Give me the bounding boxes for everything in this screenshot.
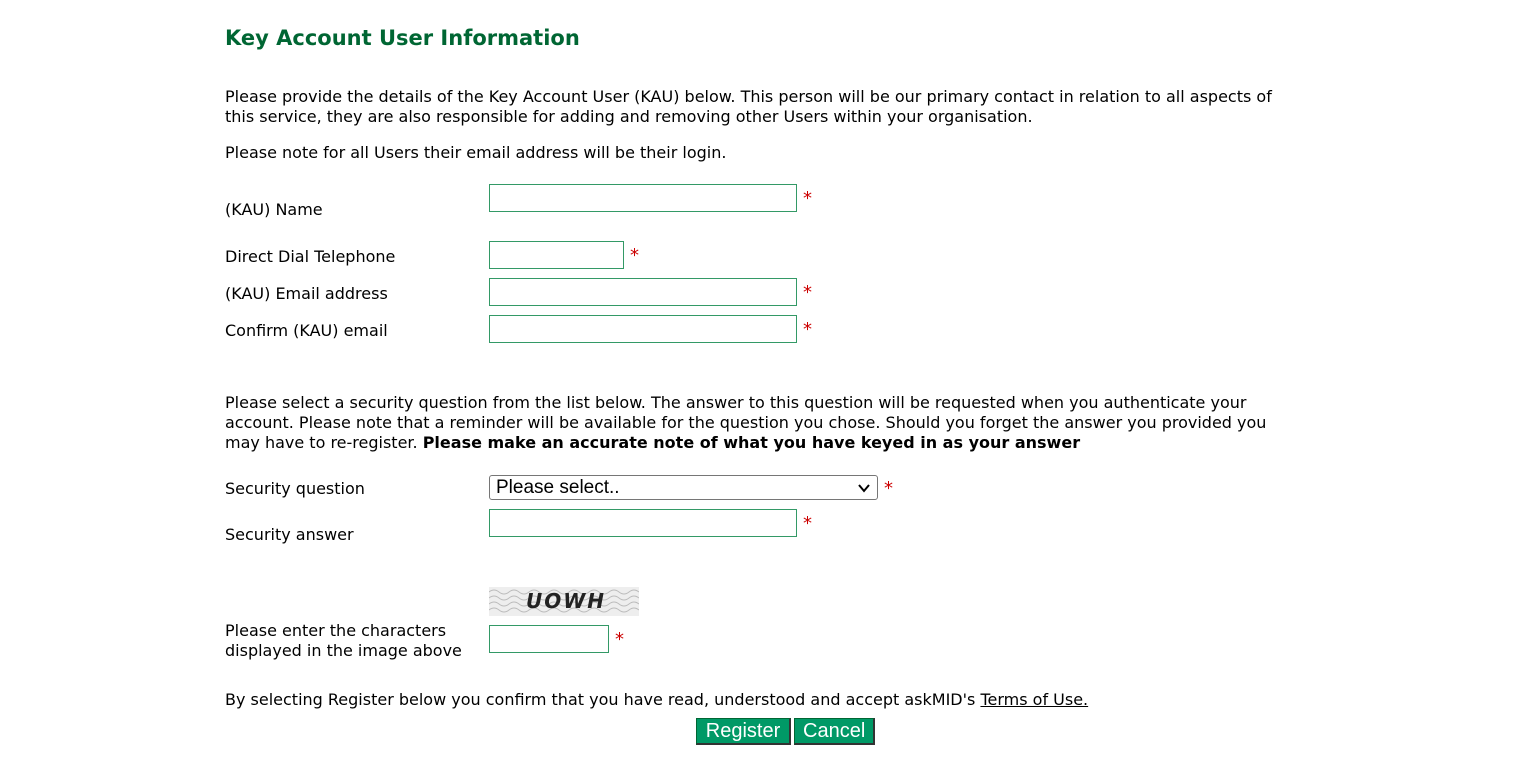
security-question-label: Security question [225,479,365,498]
confirm-email-input[interactable] [489,315,797,343]
telephone-input[interactable] [489,241,624,269]
security-question-select[interactable] [489,475,878,500]
required-marker: * [803,319,812,340]
cancel-button[interactable]: Cancel [794,718,875,745]
chevron-down-icon [857,481,871,495]
login-note: Please note for all Users their email address will be their login. [225,143,727,162]
terms-of-use-link[interactable]: Terms of Use. [980,690,1089,709]
confirm-email-label: Confirm (KAU) email [225,321,388,340]
captcha-label-line2: displayed in the image above [225,641,462,660]
required-marker: * [630,245,639,266]
terms-statement [225,690,1088,710]
required-marker: * [803,188,812,209]
captcha-input[interactable] [489,625,609,653]
email-label: (KAU) Email address [225,284,388,303]
captcha-label-line1: Please enter the characters [225,621,447,640]
security-answer-input[interactable] [489,509,797,537]
required-marker: * [615,629,624,650]
kau-name-label: (KAU) Name [225,200,323,219]
required-marker: * [803,513,812,534]
intro-paragraph: Please provide the details of the Key Account User (KAU) below. This person will be our primary contact in relation to all aspects of this service, they are also responsible for adding and removing other Users within your organisation. [225,87,1272,126]
required-marker: * [803,282,812,303]
captcha-text: UOWH [526,589,607,613]
captcha-image [489,587,639,616]
register-button[interactable]: Register [696,718,791,745]
page-title: Key Account User Information [225,26,580,50]
security-intro [225,393,1295,453]
security-answer-label: Security answer [225,525,354,544]
terms-text: By selecting Register below you confirm that you have read, understood and accept askMID's [225,690,976,709]
required-marker: * [884,478,893,499]
email-input[interactable] [489,278,797,306]
security-question-selected: Please select.. [496,477,620,498]
telephone-label: Direct Dial Telephone [225,247,396,266]
security-intro-bold: Please make an accurate note of what you have keyed in as your answer [422,433,1081,452]
kau-name-input[interactable] [489,184,797,212]
security-intro-text: Please select a security question from the list below. The answer to this question will be requested when you authenticate your account. Please note that a reminder will be available for the question you chose. Should you forget the answer you provided you may have to re-register. [225,393,1267,452]
